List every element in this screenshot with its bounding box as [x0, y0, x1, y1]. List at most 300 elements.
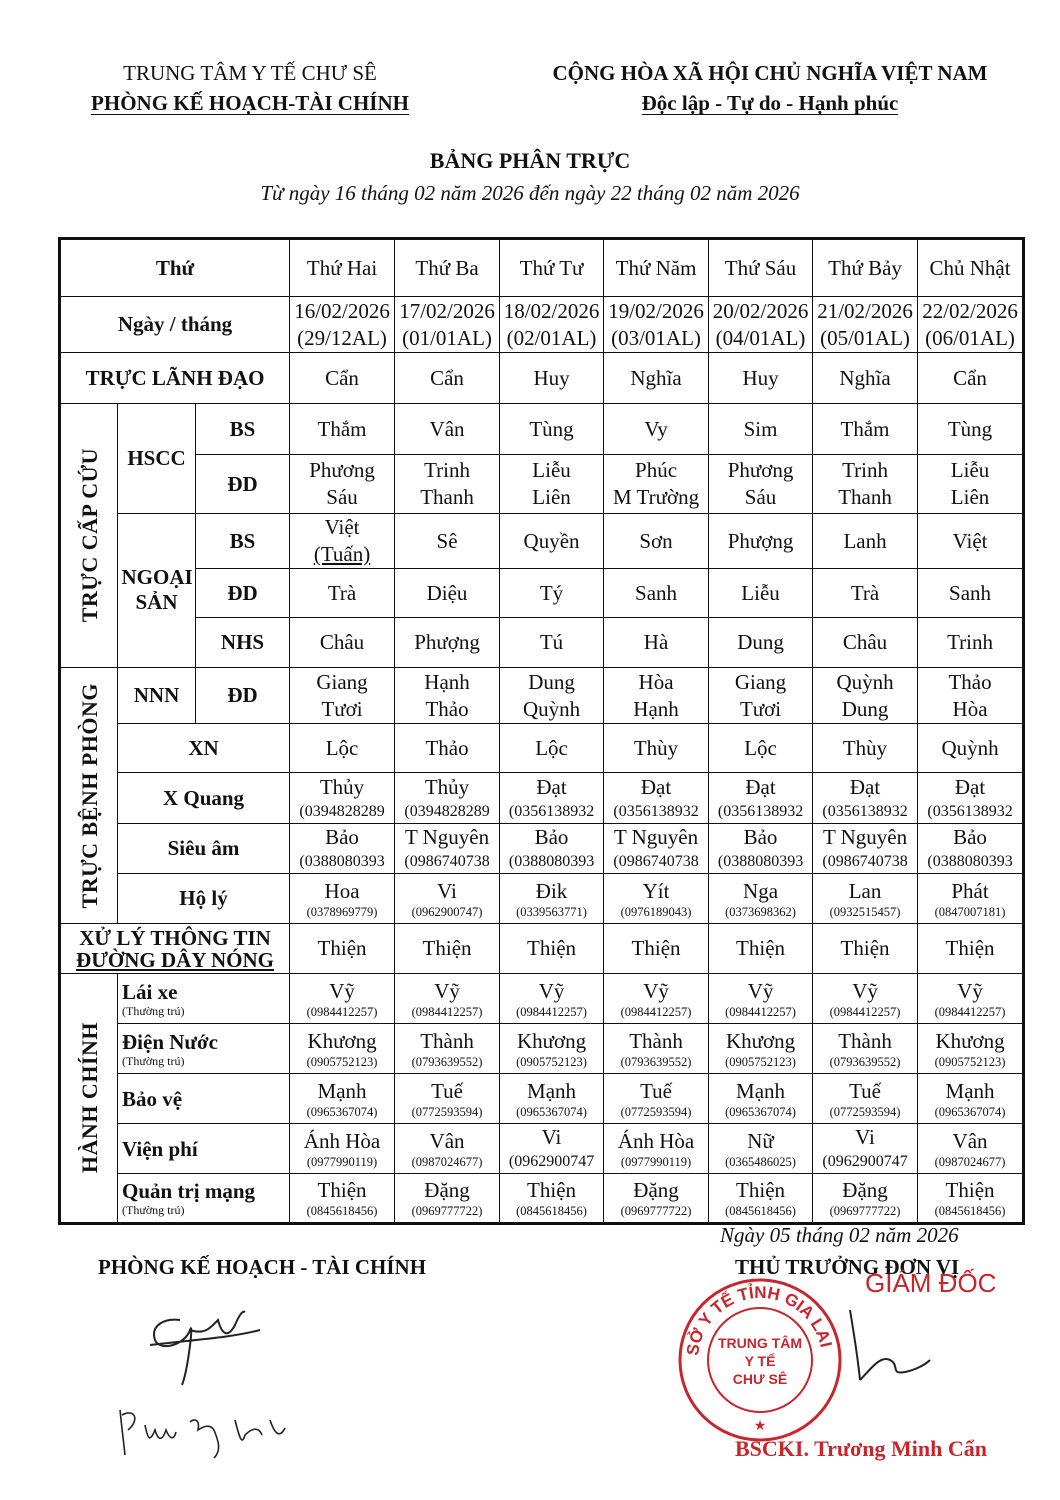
duty-name: Phúc — [635, 458, 678, 482]
day-cell — [395, 297, 500, 353]
duty-name: Mạnh — [317, 1078, 367, 1103]
duty-name: Tý — [539, 580, 564, 605]
day-cell — [604, 353, 709, 404]
day-cell — [709, 353, 813, 404]
svg-text:Y TẾ: Y TẾ — [744, 1353, 776, 1369]
section-label: TRỰC LÃNH ĐẠO — [85, 365, 265, 390]
day-cell — [604, 974, 709, 1024]
duty-name: Đặng — [424, 1178, 470, 1202]
duty-name: Vỹ — [747, 978, 774, 1003]
duty-name: Phát — [951, 878, 989, 903]
day-cell — [604, 404, 709, 455]
day-cell — [918, 924, 1024, 974]
duty-name: Thủy — [319, 774, 365, 799]
duty-name: Vỹ — [538, 978, 565, 1003]
duty-name: Thảo — [948, 669, 992, 694]
day-cell — [709, 404, 813, 455]
day-cell — [395, 668, 500, 724]
duty-name: Liễu — [950, 458, 990, 482]
group-label: X Quang — [162, 785, 245, 810]
duty-name: Khương — [516, 1028, 587, 1053]
phone-number: (0394828289 — [404, 802, 490, 820]
page-title: BẢNG PHÂN TRỰC — [429, 148, 631, 173]
duty-name-line2: Thảo — [425, 696, 469, 721]
duty-name: Cẩn — [430, 365, 464, 390]
day-cell — [709, 297, 813, 353]
table-row — [60, 874, 1024, 924]
group-label: Siêu âm — [167, 836, 240, 860]
ward-section — [60, 668, 118, 924]
day-of-week: Chủ Nhật — [929, 255, 1011, 280]
phone-number: (0976189043) — [620, 904, 692, 919]
day-of-week: Thứ Ba — [415, 255, 479, 280]
duty-name: Thiện — [736, 1178, 786, 1202]
day-cell — [813, 404, 918, 455]
duty-name: Ánh Hòa — [617, 1128, 695, 1153]
phone-number: (0356138932 — [508, 802, 595, 820]
header-thu — [60, 239, 290, 297]
nation-name: CỘNG HÒA XÃ HỘI CHỦ NGHĨA VIỆT NAM — [552, 61, 988, 85]
duty-name: Lộc — [535, 735, 568, 760]
duty-name: Phượng — [727, 528, 794, 553]
phone-number: (0932515457) — [829, 904, 901, 919]
day-cell — [813, 924, 918, 974]
duty-name: Lộc — [325, 735, 359, 760]
duty-name: Thiện — [527, 1178, 577, 1202]
duty-name: Cẩn — [953, 365, 987, 390]
phone-number: (0984412257) — [829, 1004, 901, 1019]
phone-number: (0965367074) — [725, 1104, 796, 1119]
day-cell — [395, 1174, 500, 1224]
day-of-week: Thứ Sáu — [724, 255, 797, 280]
duty-name: Diệu — [426, 580, 468, 605]
phone-number: (0394828289 — [299, 802, 385, 820]
duty-name: Bảo — [743, 825, 778, 849]
duty-name-line2: Sáu — [744, 485, 777, 509]
duty-name: Giang — [316, 669, 368, 694]
table-row — [60, 1024, 1024, 1074]
day-cell — [918, 514, 1024, 569]
hscc-label — [118, 404, 196, 514]
phone-number: (0772593594) — [829, 1104, 901, 1119]
table-row — [60, 404, 1024, 455]
duty-name: Tú — [539, 630, 564, 654]
day-cell — [813, 668, 918, 724]
duty-name-line2: (Tuấn) — [313, 542, 371, 566]
day-cell — [500, 773, 604, 824]
table-row — [60, 773, 1024, 824]
role-label: ĐD — [227, 580, 258, 605]
xquang-label — [118, 773, 290, 824]
phone-number: (0905752123) — [725, 1054, 796, 1069]
duty-name: Vân — [429, 416, 465, 441]
duty-name: Thành — [420, 1028, 474, 1053]
table-row — [60, 239, 1024, 297]
phone-number: (0388080393 — [508, 853, 595, 870]
phone-number: (0962900747) — [411, 904, 483, 919]
day-cell — [290, 1074, 395, 1124]
day-cell — [500, 514, 604, 569]
phone-number: (0772593594) — [620, 1104, 692, 1119]
duty-name: Vỹ — [643, 978, 669, 1003]
duty-name: Trà — [850, 580, 880, 605]
day-cell — [709, 974, 813, 1024]
duty-name: Thiện — [945, 1178, 995, 1202]
duty-name: Thiện — [840, 936, 890, 960]
day-cell — [918, 297, 1024, 353]
phone-number: (0793639552) — [620, 1054, 692, 1069]
phone-number: (0388080393 — [927, 853, 1013, 870]
left-signature-icon — [110, 1290, 350, 1490]
duty-name: Thiện — [945, 936, 995, 960]
duty-name: Đạt — [954, 774, 986, 799]
admin-role-label: Bảo vệ — [122, 1086, 183, 1111]
admin-role — [118, 1024, 290, 1074]
admin-section — [60, 974, 118, 1224]
duty-name: Vy — [644, 416, 668, 441]
svg-text:★: ★ — [753, 1419, 767, 1434]
day-cell — [918, 1174, 1024, 1224]
phone-number: (0845618456) — [516, 1204, 587, 1218]
day-cell — [395, 924, 500, 974]
duty-name: Hoa — [324, 878, 360, 903]
day-cell — [500, 1124, 604, 1174]
day-cell — [395, 974, 500, 1024]
day-cell — [918, 874, 1024, 924]
day-cell — [290, 239, 395, 297]
day-cell — [604, 514, 709, 569]
duty-name-line2: Liên — [950, 485, 990, 509]
duty-name: Vi — [541, 1125, 562, 1149]
duty-name: Vỹ — [957, 978, 983, 1003]
day-cell — [395, 1124, 500, 1174]
phone-number: (0905752123) — [934, 1054, 1006, 1069]
phone-number: (0977990119) — [620, 1154, 692, 1169]
duty-name: Trinh — [947, 630, 993, 654]
date: 19/02/2026 — [608, 298, 704, 323]
right-signer-title: THỦ TRƯỞNG ĐƠN VỊ — [735, 1255, 960, 1279]
duty-name: Hạnh — [424, 669, 470, 694]
duty-name: Tùng — [529, 416, 574, 441]
duty-name-line2: Quỳnh — [522, 696, 581, 721]
phone-number: (0987024677) — [411, 1154, 483, 1169]
date: 22/02/2026 — [922, 298, 1018, 323]
table-row — [60, 924, 1024, 974]
phone-number: (0969777722) — [620, 1204, 692, 1218]
phone-number: (0772593594) — [411, 1104, 483, 1119]
date-line2: (02/01AL) — [506, 325, 597, 350]
duty-name: Mạnh — [527, 1078, 577, 1103]
duty-name: Thùy — [842, 735, 888, 760]
duty-name: Sanh — [635, 580, 678, 605]
duty-name: Thành — [838, 1028, 892, 1053]
day-cell — [395, 514, 500, 569]
duty-name-line2: Dung — [841, 696, 889, 721]
duty-name: Châu — [319, 630, 365, 654]
duty-name: Sim — [743, 416, 778, 441]
day-cell — [813, 773, 918, 824]
left-signer-title: PHÒNG KẾ HOẠCH - TÀI CHÍNH — [98, 1255, 427, 1279]
svg-text:CHƯ SÊ: CHƯ SÊ — [732, 1371, 788, 1387]
date-line2: (05/01AL) — [820, 325, 910, 350]
day-cell — [709, 824, 813, 874]
org-name: TRUNG TÂM Y TẾ CHƯ SÊ — [123, 61, 377, 85]
day-cell — [290, 618, 395, 668]
duty-name: Thắm — [317, 416, 367, 441]
duty-name-line2: Thanh — [838, 485, 892, 509]
admin-role — [118, 974, 290, 1024]
day-cell — [500, 724, 604, 773]
day-of-week: Thứ Bảy — [828, 255, 902, 280]
group-label: HSCC — [127, 446, 186, 470]
table-row — [60, 668, 1024, 724]
day-cell — [709, 1174, 813, 1224]
official-stamp — [670, 1270, 850, 1450]
phone-number: (0984412257) — [516, 1004, 587, 1019]
table-row — [60, 1074, 1024, 1124]
phone-number: (0905752123) — [306, 1054, 378, 1069]
header-label: Ngày / tháng — [117, 312, 233, 336]
table-row — [60, 974, 1024, 1024]
phone-number: (0356138932 — [822, 802, 908, 820]
day-cell — [500, 668, 604, 724]
admin-role-label: Lái xe — [122, 979, 178, 1004]
day-cell — [604, 1024, 709, 1074]
phone-number: (0984412257) — [306, 1004, 378, 1019]
ward-vertical-label: TRỰC BỆNH PHÒNG — [76, 682, 102, 909]
section-label: ĐƯỜNG DÂY NÓNG — [76, 947, 274, 972]
duty-name: Phương — [727, 458, 794, 482]
day-cell — [395, 239, 500, 297]
phone-number: (0965367074) — [934, 1104, 1006, 1119]
day-cell — [395, 569, 500, 618]
duty-name: Đik — [535, 878, 568, 903]
day-cell — [604, 455, 709, 514]
duty-name: Khương — [935, 1028, 1005, 1053]
duty-name: Yít — [642, 878, 670, 903]
role-label: ĐD — [227, 683, 258, 707]
phone-number: (0845618456) — [934, 1204, 1006, 1218]
duty-name: Mạnh — [736, 1078, 786, 1103]
day-cell — [709, 724, 813, 773]
emergency-section — [60, 404, 118, 668]
group-label: XN — [188, 735, 219, 760]
day-of-week: Thứ Năm — [615, 255, 697, 280]
day-cell — [918, 239, 1024, 297]
day-cell — [604, 1174, 709, 1224]
day-cell — [918, 1024, 1024, 1074]
group-label: NNN — [133, 683, 180, 707]
day-cell — [290, 924, 395, 974]
duty-name: Đặng — [633, 1178, 679, 1202]
dd-label — [196, 569, 290, 618]
duty-name: T Nguyên — [822, 825, 908, 849]
day-cell — [918, 773, 1024, 824]
day-cell — [709, 773, 813, 824]
duty-name-line2: Liên — [532, 485, 571, 509]
day-cell — [290, 874, 395, 924]
duty-name: Vỹ — [329, 978, 355, 1003]
phone-number: (0984412257) — [411, 1004, 483, 1019]
nation-header — [510, 58, 1030, 118]
duty-name: Hòa — [638, 669, 674, 694]
role-label: ĐD — [227, 471, 258, 496]
emergency-vertical-label: TRỰC CẤP CỨU — [76, 448, 102, 623]
day-cell — [918, 974, 1024, 1024]
nhs-label — [196, 618, 290, 668]
director-title: GIÁM ĐỐC — [865, 1268, 997, 1298]
sieuam-label — [118, 824, 290, 874]
day-cell — [395, 1074, 500, 1124]
day-cell — [813, 874, 918, 924]
day-cell — [290, 404, 395, 455]
duty-name: Nga — [743, 878, 779, 903]
duty-name: Huy — [533, 365, 570, 390]
duty-name: Quỳnh — [836, 669, 894, 694]
org-header — [40, 58, 460, 118]
duty-name: Đạt — [640, 774, 672, 799]
table-row — [60, 455, 1024, 514]
duty-name: Trinh — [424, 458, 470, 482]
day-cell — [918, 618, 1024, 668]
duty-name: Vỹ — [852, 978, 878, 1003]
dd-label — [196, 668, 290, 724]
duty-name-line2: Hạnh — [633, 696, 679, 721]
day-cell — [813, 824, 918, 874]
phone-number: (0388080393 — [717, 853, 804, 870]
day-cell — [500, 404, 604, 455]
phone-number: (0962900747 — [822, 1153, 908, 1170]
day-cell — [500, 353, 604, 404]
date: 18/02/2026 — [503, 298, 600, 323]
phone-number: (0984412257) — [934, 1004, 1006, 1019]
day-cell — [604, 239, 709, 297]
duty-name: Lan — [848, 878, 882, 903]
leader-label — [60, 353, 290, 404]
dd-label — [196, 455, 290, 514]
day-cell — [918, 404, 1024, 455]
phone-number: (0986740738 — [822, 853, 908, 870]
phone-number: (0339563771) — [516, 904, 587, 919]
table-row — [60, 724, 1024, 773]
day-cell — [709, 514, 813, 569]
admin-role-label: Quản trị mạng — [122, 1179, 256, 1203]
day-cell — [500, 824, 604, 874]
date: 21/02/2026 — [817, 298, 913, 323]
day-cell — [813, 1024, 918, 1074]
duty-name: Phương — [309, 458, 375, 482]
phone-number: (0793639552) — [411, 1054, 483, 1069]
day-cell — [813, 239, 918, 297]
duty-name: Khương — [307, 1028, 377, 1053]
day-cell — [709, 874, 813, 924]
day-cell — [500, 239, 604, 297]
day-cell — [813, 569, 918, 618]
ngoai-san-label — [118, 514, 196, 668]
date: 20/02/2026 — [712, 298, 809, 323]
duty-name: Đạt — [536, 774, 567, 799]
phone-number: (0793639552) — [829, 1054, 901, 1069]
duty-name: Bảo — [534, 825, 569, 849]
phone-number: (0962900747 — [508, 1153, 595, 1170]
day-cell — [709, 668, 813, 724]
day-cell — [604, 569, 709, 618]
phone-number: (0969777722) — [411, 1204, 483, 1218]
day-cell — [709, 618, 813, 668]
duty-name: Mạnh — [945, 1078, 995, 1103]
day-cell — [813, 618, 918, 668]
thuong-tru-note: (Thường trú) — [122, 1203, 185, 1217]
duty-name-line2: Hòa — [952, 696, 988, 721]
day-cell — [290, 455, 395, 514]
day-cell — [500, 1024, 604, 1074]
day-cell — [813, 297, 918, 353]
day-cell — [290, 514, 395, 569]
table-row — [60, 353, 1024, 404]
duty-name: Vỹ — [434, 978, 460, 1003]
xn-label — [118, 724, 290, 773]
date-line2: (01/01AL) — [402, 325, 492, 350]
phone-number: (0845618456) — [725, 1204, 796, 1218]
day-cell — [500, 455, 604, 514]
holy-label — [118, 874, 290, 924]
hotline-label — [60, 924, 290, 974]
table-row — [60, 297, 1024, 353]
phone-number: (0987024677) — [934, 1154, 1006, 1169]
day-cell — [500, 1074, 604, 1124]
duty-name: Nữ — [747, 1128, 774, 1153]
phone-number: (0965367074) — [306, 1104, 378, 1119]
day-cell — [604, 724, 709, 773]
duty-name-line2: Tươi — [739, 696, 782, 721]
duty-name: Việt — [324, 515, 360, 539]
phone-number: (0986740738 — [613, 853, 699, 870]
admin-role — [118, 1174, 290, 1224]
admin-role — [118, 1124, 290, 1174]
thuong-tru-note: (Thường trú) — [122, 1003, 185, 1018]
duty-name: Thắm — [840, 416, 890, 441]
duty-name: Ánh Hòa — [303, 1128, 381, 1153]
svg-text:SỞ Y TẾ TỈNH GIA LAI: SỞ Y TẾ TỈNH GIA LAI — [683, 1282, 836, 1357]
date: 16/02/2026 — [294, 298, 390, 323]
duty-name: Giang — [734, 669, 787, 694]
day-cell — [500, 569, 604, 618]
phone-number: (0965367074) — [516, 1104, 587, 1119]
duty-name: Đạt — [849, 774, 881, 799]
duty-name: T Nguyên — [404, 825, 490, 849]
day-cell — [395, 618, 500, 668]
phone-number: (0905752123) — [516, 1054, 587, 1069]
duty-name: Sơn — [639, 528, 673, 553]
duty-name: Vân — [429, 1128, 465, 1153]
duty-name: Vi — [437, 878, 457, 903]
day-cell — [709, 569, 813, 618]
date-line2: (06/01AL) — [925, 325, 1015, 350]
duty-name: Liễu — [532, 458, 571, 482]
date-line2: (03/01AL) — [611, 325, 701, 350]
director-signature-icon — [830, 1300, 940, 1400]
day-cell — [604, 1074, 709, 1124]
phone-number: (0378969779) — [306, 904, 378, 919]
day-cell — [395, 773, 500, 824]
day-cell — [918, 1124, 1024, 1174]
duty-name: Thành — [629, 1028, 683, 1053]
day-cell — [290, 1024, 395, 1074]
day-cell — [395, 353, 500, 404]
bs-label — [196, 514, 290, 569]
day-cell — [395, 824, 500, 874]
day-cell — [604, 824, 709, 874]
